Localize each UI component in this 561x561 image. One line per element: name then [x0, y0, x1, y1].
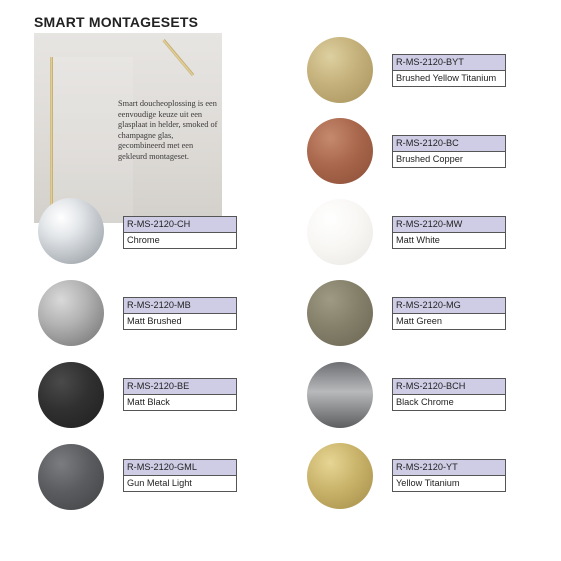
finish-name: Black Chrome — [396, 397, 454, 407]
swatch-brushed-copper — [307, 118, 373, 184]
swatch-gun-metal-light — [38, 444, 104, 510]
swatch-matt-brushed — [38, 280, 104, 346]
finish-name: Yellow Titanium — [396, 478, 460, 488]
wall-profile — [50, 57, 53, 223]
swatch-yellow-titanium — [307, 443, 373, 509]
swatch-black-chrome — [307, 362, 373, 428]
finish-name: Chrome — [127, 235, 160, 245]
finish-label-gun-metal-light — [123, 459, 237, 492]
swatch-chrome — [38, 198, 104, 264]
finish-code: R-MS-2120-YT — [393, 460, 505, 476]
finish-label-yellow-titanium — [392, 459, 506, 492]
finish-name: Matt Green — [396, 316, 442, 326]
finish-name: Brushed Copper — [396, 154, 463, 164]
finish-code: R-MS-2120-BYT — [393, 55, 505, 71]
finish-code: R-MS-2120-MW — [393, 217, 505, 233]
finish-label-matt-green — [392, 297, 506, 330]
page-title: SMART MONTAGESETS — [34, 14, 199, 30]
swatch-matt-white — [307, 199, 373, 265]
finish-label-matt-black — [123, 378, 237, 411]
finish-name: Matt Black — [127, 397, 170, 407]
finish-name: Brushed Yellow Titanium — [396, 73, 497, 83]
finish-code: R-MS-2120-MG — [393, 298, 505, 314]
finish-code: R-MS-2120-BC — [393, 136, 505, 152]
finish-label-matt-white — [392, 216, 506, 249]
finish-code: R-MS-2120-CH — [124, 217, 236, 233]
finish-name: Matt White — [396, 235, 440, 245]
finish-code: R-MS-2120-BE — [124, 379, 236, 395]
swatch-matt-black — [38, 362, 104, 428]
finish-code: R-MS-2120-GML — [124, 460, 236, 476]
finish-code: R-MS-2120-MB — [124, 298, 236, 314]
finish-label-brushed-copper — [392, 135, 506, 168]
finish-label-black-chrome — [392, 378, 506, 411]
finish-name: Gun Metal Light — [127, 478, 192, 488]
finish-code: R-MS-2120-BCH — [393, 379, 505, 395]
finish-name: Matt Brushed — [127, 316, 182, 326]
finish-label-matt-brushed — [123, 297, 237, 330]
finish-label-brushed-yellow-titanium — [392, 54, 506, 87]
finish-label-chrome — [123, 216, 237, 249]
swatch-matt-green — [307, 280, 373, 346]
support-arm — [162, 39, 194, 76]
product-photo — [34, 33, 222, 223]
swatch-brushed-yellow-titanium — [307, 37, 373, 103]
intro-text: Smart doucheoplossing is een eenvoudige keuze uit een glasplaat in helder, smoked of champagne glas, gecombineerd met een gekleurd montageset. — [118, 99, 218, 161]
